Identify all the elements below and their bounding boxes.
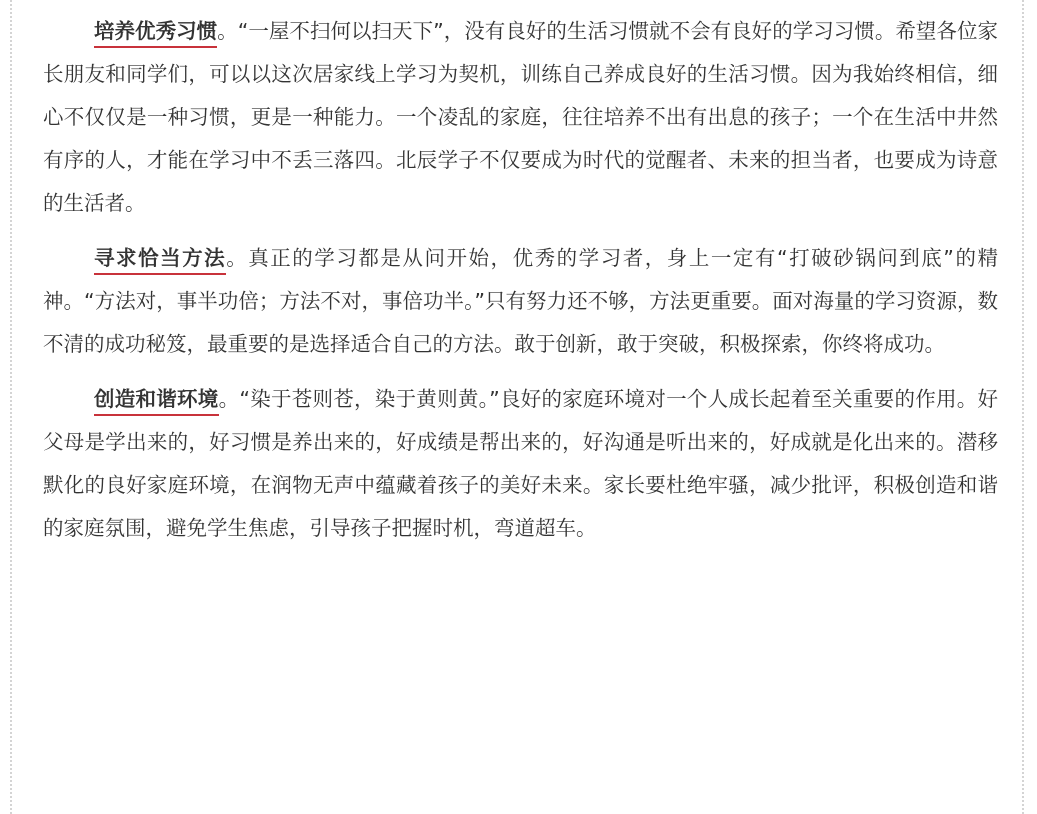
paragraph-environment bbox=[43, 378, 998, 550]
paragraph-methods-text: 。真正的学习都是从问开始，优秀的学习者，身上一定有“打破砂锅问到底”的精神。“方法对，事半功倍；方法不对，事倍功半。”只有努力还不够，方法更重要。面对海量的学习资源，数不清的成功秘笈，最重要的是选择适合自己的方法。敢于创新，敢于突破，积极探索，你终将成功。 bbox=[43, 246, 998, 356]
paragraph-habits-text: 。“一屋不扫何以扫天下”，没有良好的生活习惯就不会有良好的学习习惯。希望各位家长朋友和同学们，可以以这次居家线上学习为契机，训练自己养成良好的生活习惯。因为我始终相信，细心不仅仅是一种习惯，更是一种能力。一个凌乱的家庭，往往培养不出有出息的孩子；一个在生活中井然有序的人，才能在学习中不丢三落四。北辰学子不仅要成为时代的觉醒者、未来的担当者，也要成为诗意的生活者。 bbox=[43, 19, 998, 215]
paragraph-environment-text: 。“染于苍则苍，染于黄则黄。”良好的家庭环境对一个人成长起着至关重要的作用。好父母是学出来的，好习惯是养出来的，好成绩是帮出来的，好沟通是听出来的，好成就是化出来的。潜移默化的良好家庭环境，在润物无声中蕴藏着孩子的美好未来。家长要杜绝牢骚，减少批评，积极创造和谐的家庭氛围，避免学生焦虑，引导孩子把握时机，弯道超车。 bbox=[43, 387, 998, 540]
paragraph-methods bbox=[43, 237, 998, 366]
heading-habits: 培养优秀习惯 bbox=[94, 19, 217, 48]
heading-methods: 寻求恰当方法 bbox=[94, 246, 226, 275]
paragraph-habits bbox=[43, 10, 998, 225]
article-body bbox=[43, 10, 998, 562]
heading-environment: 创造和谐环境 bbox=[94, 387, 219, 416]
